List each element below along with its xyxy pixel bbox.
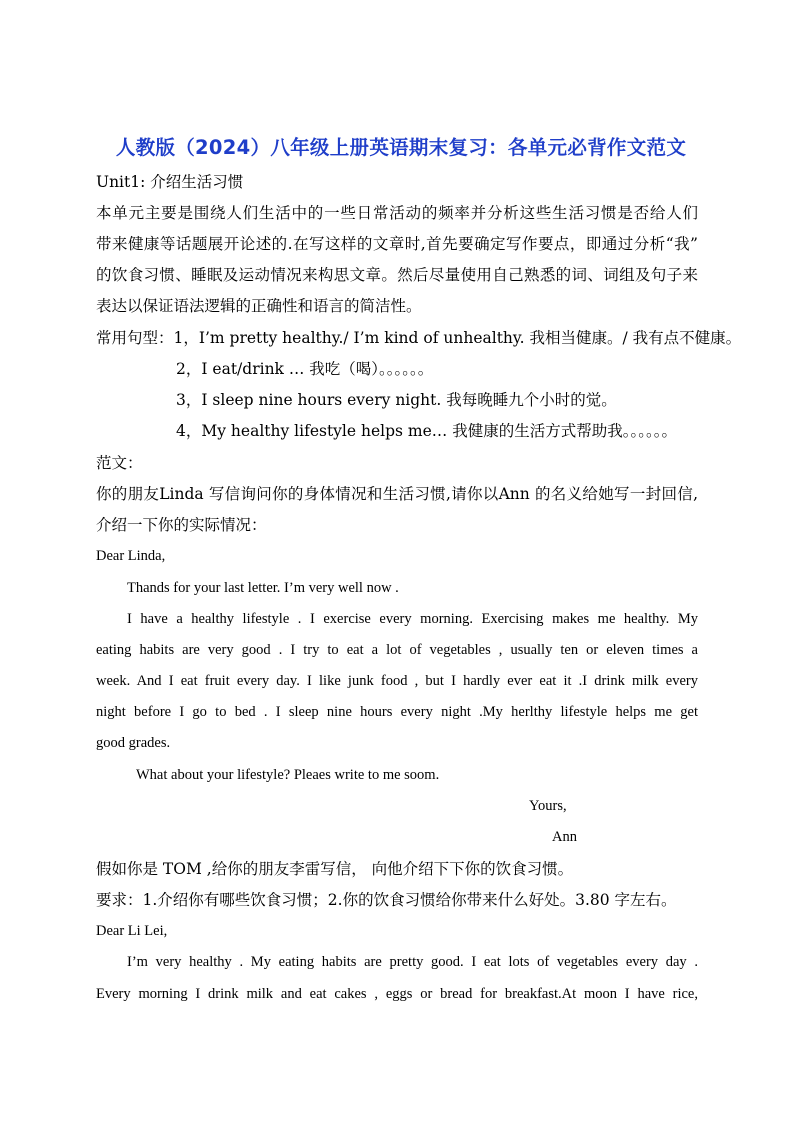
letter-closing: Yours,	[529, 798, 567, 814]
sentence-pattern-1: 常用句型：1，I’m pretty healthy./ I’m kind of unhealthy. 我相当健康。/ 我有点不健康。	[96, 329, 742, 347]
sample-heading: 范文：	[96, 454, 143, 472]
letter2-line: I’m very healthy . My eating habits are pretty good. I eat lots of vegetables every day .	[127, 954, 698, 970]
sentence-pattern-4: 4，My healthy lifestyle helps me… 我健康的生活方式帮助我。。。。。。	[176, 422, 677, 440]
letter-signature: Ann	[552, 829, 577, 845]
task2-line: 假如你是 TOM ,给你的朋友李雷写信， 向他介绍下下你的饮食习惯。	[96, 860, 574, 878]
letter-line: What about your lifestyle? Pleaes write to me soom.	[136, 767, 440, 783]
letter-line: eating habits are very good . I try to eat a lot of vegetables , usually ten or eleven times a	[96, 642, 698, 658]
task-line: 介绍一下你的实际情况：	[96, 516, 267, 534]
letter-line: good grades.	[96, 735, 171, 751]
intro-paragraph-line: 的饮食习惯、睡眠及运动情况来构思文章。然后尽量使用自己熟悉的词、词组及句子来	[96, 266, 698, 284]
sentence-pattern-3: 3，I sleep nine hours every night. 我每晚睡九个小时的觉。	[176, 391, 617, 409]
unit-heading: Unit1: 介绍生活习惯	[96, 173, 244, 191]
letter2-line: Every morning I drink milk and eat cakes , eggs or bread for breakfast.At moon I have rice,	[96, 986, 698, 1002]
letter-greeting: Dear Linda,	[96, 548, 166, 564]
letter-line: Thands for your last letter. I’m very well now .	[127, 580, 399, 596]
letter2-greeting: Dear Li Lei,	[96, 923, 168, 939]
letter-line: I have a healthy lifestyle . I exercise every morning. Exercising makes me healthy. My	[127, 611, 698, 627]
letter-line: night before I go to bed . I sleep nine hours every night .My herlthy lifestyle helps me get	[96, 704, 698, 720]
intro-paragraph-line: 带来健康等话题展开论述的.在写这样的文章时,首先要确定写作要点，即通过分析“我”	[96, 235, 698, 253]
task2-requirements: 要求：1.介绍你有哪些饮食习惯；2.你的饮食习惯给你带来什么好处。3.80 字左右。	[96, 891, 677, 909]
page-title: 人教版（2024）八年级上册英语期末复习：各单元必背作文范文	[115, 136, 687, 159]
intro-paragraph-line: 表达以保证语法逻辑的正确性和语言的简洁性。	[96, 297, 422, 315]
task-line: 你的朋友Linda 写信询问你的身体情况和生活习惯,请你以Ann 的名义给她写一封回信,	[96, 485, 698, 503]
sentence-pattern-2: 2，I eat/drink … 我吃（喝）。。。。。。	[176, 360, 434, 378]
intro-paragraph-line: 本单元主要是围绕人们生活中的一些日常活动的频率并分析这些生活习惯是否给人们	[96, 204, 698, 222]
letter-line: week. And I eat fruit every day. I like junk food , but I hardly ever eat it .I drink milk every	[96, 673, 698, 689]
